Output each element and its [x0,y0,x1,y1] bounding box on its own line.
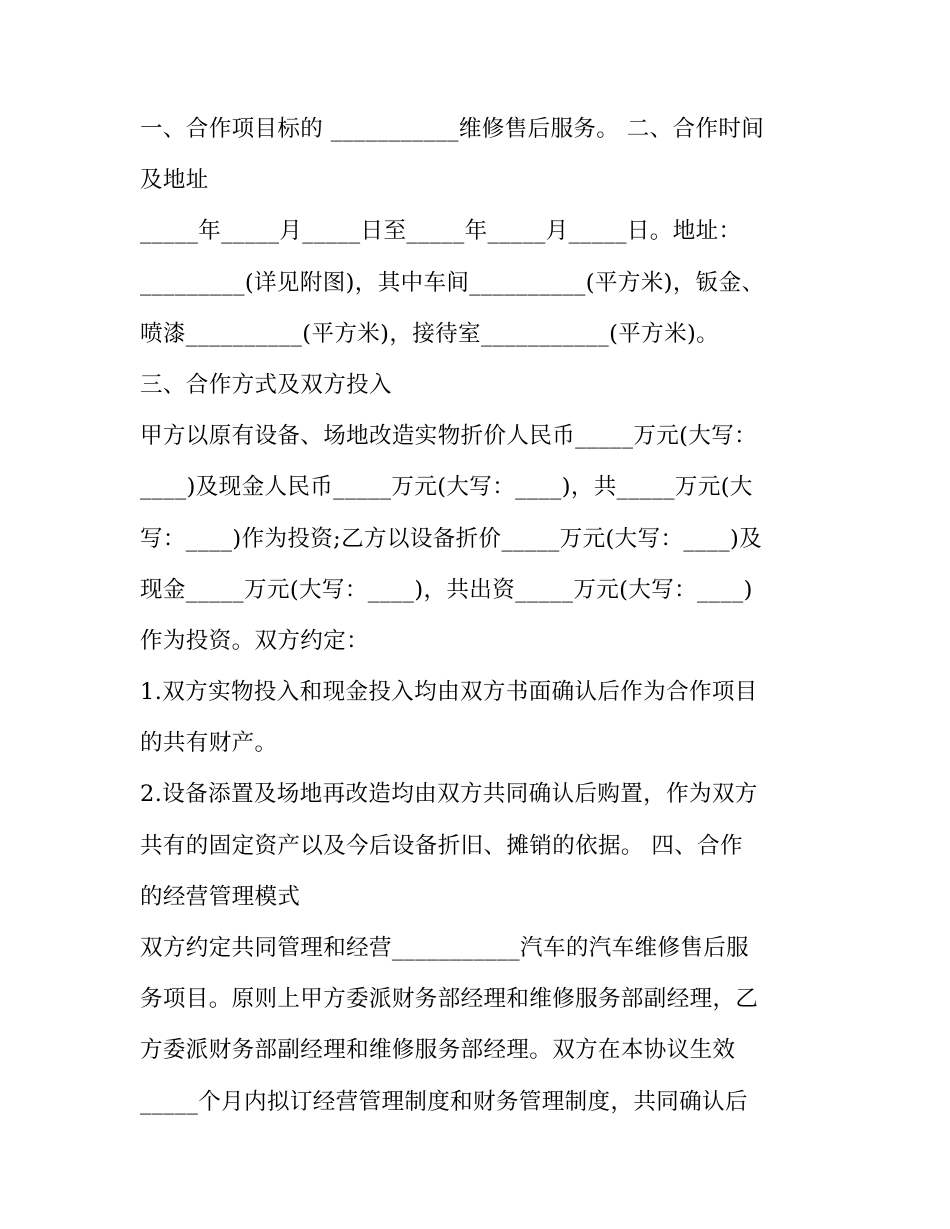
text-line: 喷漆__________(平方米)，接待室___________(平方米)。 [140,320,720,347]
text-line: 2.设备添置及场地再改造均由双方共同确认后购置，作为双方 [140,781,758,808]
contract-body [140,104,810,1128]
text-line: 共有的固定资产以及今后设备折旧、摊销的依据。 四、合作 [140,832,743,859]
text-line: 务项目。原则上甲方委派财务部经理和维修服务部副经理，乙 [140,986,759,1013]
text-line: _________(详见附图)，其中车间__________(平方米)，钣金、 [140,269,765,296]
text-line: 方委派财务部副经理和维修服务部经理。双方在本协议生效 [140,1037,736,1064]
text-line: 的经营管理模式 [140,883,301,910]
text-line: ____)及现金人民币_____万元(大写：____)，共_____万元(大 [140,474,753,501]
text-line: 及地址 [140,167,209,194]
text-line: 一、合作项目标的 ___________维修售后服务。 二、合作时间 [140,116,765,142]
text-line: 1.双方实物投入和现金投入均由双方书面确认后作为合作项目 [140,679,758,706]
text-line: 写：____)作为投资;乙方以设备折价_____万元(大写：____)及 [140,525,763,552]
text-line: _____个月内拟订经营管理制度和财务管理制度，共同确认后 [140,1088,748,1115]
section-heading: 三、合作方式及双方投入 [140,371,392,398]
text-line: 甲方以原有设备、场地改造实物折价人民币_____万元(大写： [140,423,758,450]
text-line: 现金_____万元(大写：____)，共出资_____万元(大写：____) [140,576,753,603]
text-line: 双方约定共同管理和经营___________汽车的汽车维修售后服 [140,935,750,961]
text-line: _____年_____月_____日至_____年_____月_____日。地址： [140,218,742,245]
text-line: 作为投资。双方约定： [140,627,370,654]
text-line: 的共有财产。 [140,730,278,757]
